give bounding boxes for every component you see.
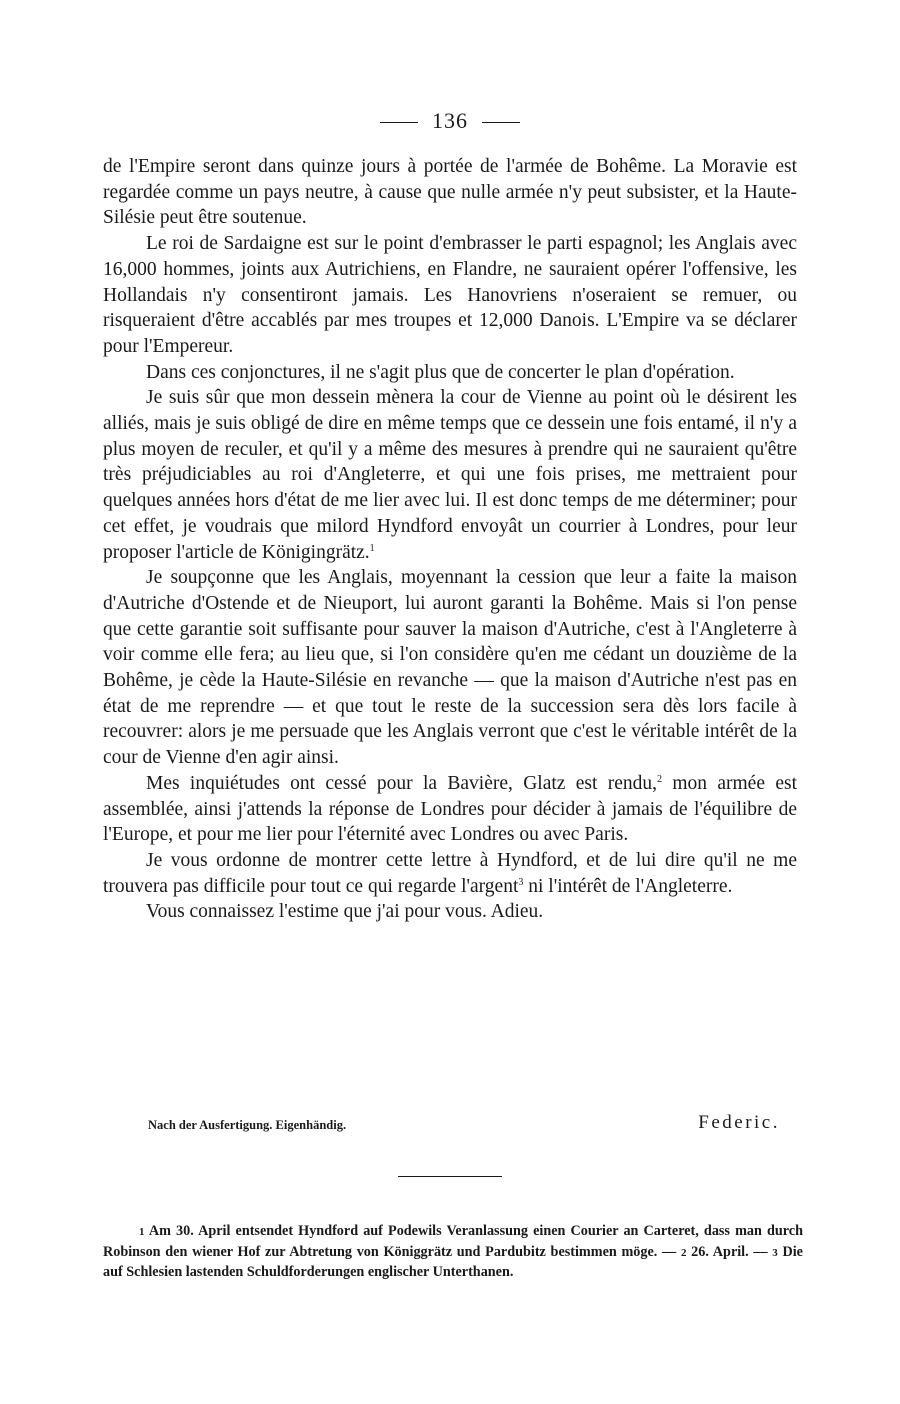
footnote-text: 26. April. —: [686, 1243, 773, 1260]
paragraph-text: mon armée est assemblée, ainsi j'attends la réponse de Londres pour décider à jamais de l'équilibre de l'Europe, et pour me lier pour l'éternité avec Londres ou avec Paris.: [103, 772, 797, 846]
paragraph: Je soupçonne que les Anglais, moyennant la cession que leur a faite la maison d'Autriche d'Ostende et de Nieuport, lui auront garanti la Bohême. Mais si l'on pense que cette garantie soit suffisante pour sauver la maison d'Autriche, c'est à l'Angleterre à voir comme elle fera; au lieu que, si l'on considère qu'en me cédant un douzième de la Bohême, je cède la Haute-Silésie en revanche — que la maison d'Autriche n'est pas en état de me reprendre — et que tout le reste de la succession sera dès lors facile à recouvrer: alors je me persuade que les Anglais verront que c'est le véritable intérêt de la cour de Vienne d'en agir ainsi.: [103, 567, 797, 769]
paragraph-text: Je suis sûr que mon dessein mènera la cour de Vienne au point où le désirent les alliés, mais je suis obligé de dire en même temps que ce dessein une fois entamé, il n'y a plus moyen de reculer, et qu'il y a même des mesures à prendre qui ne sauraient qu'être très préjudiciables au roi d'Angleterre, et qui une fois prises, me mettraient pour quelques années hors d'état de me lier avec lui. Il est donc temps de me déterminer; pour cet effet, je voudrais que milord Hyndford envoyât un courrier à Londres, pour leur proposer l'article de Königingrätz.: [103, 387, 797, 563]
paragraph-text: ni l'intérêt de l'Angleterre.: [523, 875, 733, 897]
footnote-divider: [398, 1176, 502, 1177]
paragraph: Le roi de Sardaigne est sur le point d'embrasser le parti espagnol; les Anglais avec 16,000 hommes, joints aux Autrichiens, en Flandre, ne sauraient opérer l'offensive, les Hollandais n'y consentiront jamais. Les Hanovriens n'oseraient se remuer, ou risqueraient d'être accablés par mes troupes et 12,000 Danois. L'Empire va se déclarer pour l'Empereur.: [103, 233, 797, 357]
footnote-number: 2: [680, 1246, 687, 1259]
footnote-ref: 2: [657, 773, 663, 785]
signature-row: [148, 1112, 780, 1136]
paragraph: [103, 385, 797, 565]
footnotes: [103, 1222, 803, 1283]
footnote-ref: 3: [518, 876, 524, 888]
source-note: Nach der Ausfertigung. Eigenhändig.: [148, 1118, 347, 1132]
paragraph: [103, 848, 797, 899]
footnote-text: Die auf Schlesien lastenden Schuldforderungen englischer Unterthanen.: [103, 1243, 803, 1280]
footnote-text: Am 30. April entsendet Hyndford auf Podewils Veranlassung einen Courier an Carteret, dass man durch Robinson den wiener Hof zur Abtretung von Königgrätz und Pardubitz bestimmen möge. —: [103, 1223, 803, 1260]
footnote-number: 1: [139, 1226, 145, 1238]
paragraph: Vous connaissez l'estime que j'ai pour vous. Adieu.: [146, 901, 544, 923]
header-dash-right: [482, 122, 520, 123]
paragraph: [103, 771, 797, 848]
footnote-ref: 1: [369, 542, 375, 554]
paragraph: Dans ces conjonctures, il ne s'agit plus que de concerter le plan d'opération.: [146, 361, 735, 383]
footnote-block: [103, 1222, 803, 1283]
letter-body: [103, 154, 797, 925]
signature: Federic.: [698, 1112, 780, 1133]
page-number-header: [0, 108, 900, 134]
footnote-number: 3: [772, 1246, 778, 1259]
paragraph: de l'Empire seront dans quinze jours à portée de l'armée de Bohême. La Moravie est regardée comme un pays neutre, à cause que nulle armée n'y peut subsister, et la Haute-Silésie peut être soutenue.: [103, 156, 797, 229]
paragraph-text: Je vous ordonne de montrer cette lettre à Hyndford, et de lui dire qu'il ne me trouvera pas difficile pour tout ce qui regarde l'argent: [103, 849, 797, 897]
paragraph-text: Mes inquiétudes ont cessé pour la Bavière, Glatz est rendu,: [146, 772, 658, 794]
header-dash-left: [380, 122, 418, 123]
page-number: 136: [432, 108, 468, 133]
